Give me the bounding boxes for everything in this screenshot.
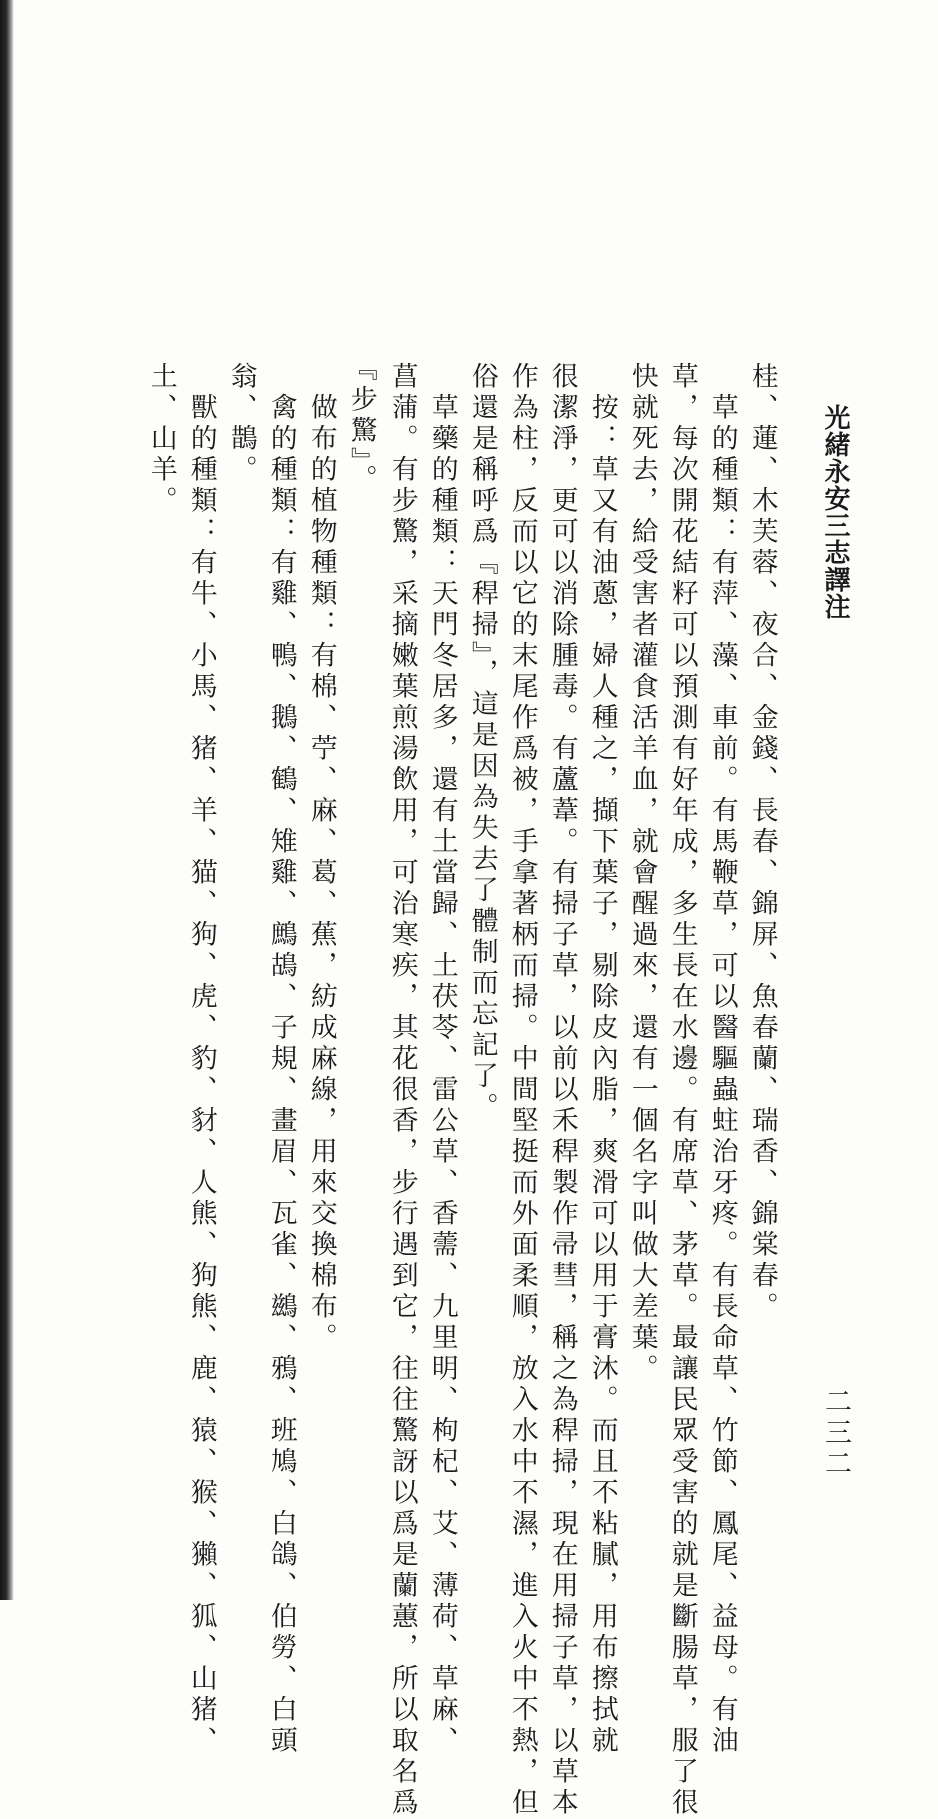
- text-column: 俗還是稱呼爲『稈掃』，這是因為失去了體制而忘記了。: [466, 362, 498, 1124]
- text-column: 草藥的種類：天門冬居多，還有土當歸、土茯苓、雷公草、香薷、九里明、枸杞、艾、薄荷、草麻、: [426, 362, 458, 1757]
- text-column: 菖蒲。有步驚，采摘嫩葉煎湯飲用，可治寒疾，其花很香，步行遇到它，往往驚訝以爲是蘭蕙，所以取名爲: [386, 362, 418, 1819]
- text-column: 作為柱，反而以它的末尾作爲被，手拿著柄而掃。中間堅挺而外面柔順，放入水中不濕，進入火中不熱，但: [506, 362, 538, 1819]
- page-number: 二三二: [820, 1387, 851, 1480]
- text-column: 很潔淨，更可以消除腫毒。有蘆葦。有掃子草，以前以禾稈製作帚彗，稱之為稈掃，現在用掃子草，以草本: [546, 362, 578, 1819]
- text-column: 做布的植物種類：有棉、苧、麻、葛、蕉，紡成麻線，用來交換棉布。: [305, 362, 337, 1354]
- text-column: 翁、鵲。: [225, 362, 257, 486]
- text-column: 快就死去，給受害者灌食活羊血，就會醒過來，還有一個名字叫做大差葉。: [626, 362, 658, 1385]
- book-title: 光緒永安三志譯注: [820, 404, 850, 620]
- text-column: 草的種類：有萍、藻、車前。有馬鞭草，可以醫驅蟲蛀治牙疼。有長命草、竹節、鳳尾、益母。有油: [706, 362, 738, 1757]
- text-column: 禽的種類：有雞、鴨、鵝、鶴、雉雞、鷓鴣、子規、畫眉、瓦雀、鷀、鴉、班鳩、白鴿、伯勞、白頭: [265, 362, 297, 1757]
- text-column: 土、山羊。: [145, 362, 177, 517]
- text-column: 草，每次開花結籽可以預測有好年成，多生長在水邊。有席草、茅草。最讓民眾受害的就是斷腸草，服了很: [666, 362, 698, 1819]
- text-column: 獸的種類：有牛、小馬、猪、羊、猫、狗、虎、豹、豺、人熊、狗熊、鹿、猿、猴、獺、狐、山猪、: [185, 362, 217, 1757]
- text-column: 『步驚』。: [345, 354, 377, 496]
- text-column: 按：草又有油蔥，婦人種之，擷下葉子，剔除皮內脂，爽滑可以用于膏沐。而且不粘膩，用布擦拭就: [586, 362, 618, 1757]
- text-column: 桂、蓮、木芙蓉、夜合、金錢、長春、錦屏、魚春蘭、瑞香、錦棠春。: [746, 362, 778, 1323]
